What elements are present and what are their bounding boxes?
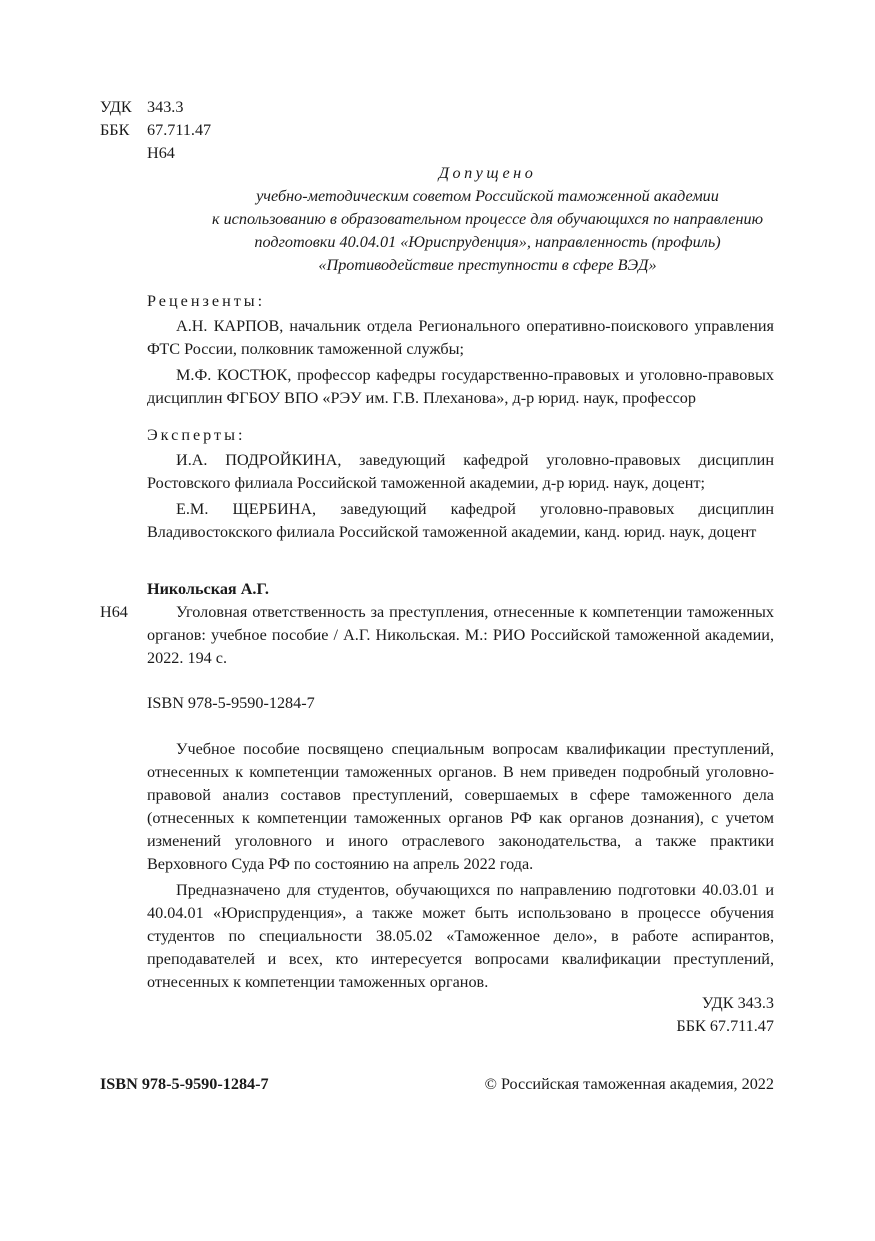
approval-line: к использованию в образовательном процессе для обучающихся по направлению bbox=[211, 210, 764, 228]
bibliography-isbn: ISBN 978-5-9590-1284-7 bbox=[147, 694, 315, 712]
experts-list bbox=[147, 449, 774, 544]
footer-codes bbox=[400, 992, 774, 1038]
bibliography-author: Никольская А.Г. bbox=[147, 580, 269, 598]
udk-label: УДК bbox=[100, 98, 132, 116]
footer-copyright: © Российская таможенная академия, 2022 bbox=[484, 1075, 774, 1093]
author-sign: Н64 bbox=[147, 144, 175, 162]
approval-heading: Допущено bbox=[438, 164, 537, 182]
footer-udk: УДК 343.3 bbox=[701, 994, 774, 1012]
bbk-label: ББК bbox=[100, 121, 130, 139]
annotation bbox=[147, 738, 774, 994]
experts-heading: Эксперты: bbox=[147, 426, 246, 444]
footer-isbn: ISBN 978-5-9590-1284-7 bbox=[100, 1075, 269, 1093]
expert-entry: Е.М. ЩЕРБИНА, заведующий кафедрой уголовно-правовых дисциплин Владивостокского филиала Российской таможенной академии, канд. юрид. наук, доцент bbox=[147, 500, 774, 541]
annotation-paragraph: Учебное пособие посвящено специальным вопросам квалификации преступлений, отнесенных к компетенции таможенных органов. В нем приведен подробный уголовно-правовой анализ составов преступлений, совершаемых в сфере таможенного дела (отнесенных к компетенции таможенных органов РФ как органов дознания), с учетом изменений уголовного и иного отраслевого законодательства, а также практики Верховного Суда РФ по состоянию на апрель 2022 года. bbox=[147, 740, 774, 873]
bbk-value: 67.711.47 bbox=[147, 121, 212, 139]
reviewers-list bbox=[147, 315, 774, 410]
reviewers-heading: Рецензенты: bbox=[147, 292, 266, 310]
expert-entry: И.А. ПОДРОЙКИНА, заведующий кафедрой уголовно-правовых дисциплин Ростовского филиала Российской таможенной академии, д-р юрид. наук, доцент; bbox=[147, 451, 774, 492]
udk-value: 343.3 bbox=[147, 98, 184, 116]
reviewer-entry: М.Ф. КОСТЮК, профессор кафедры государственно-правовых и уголовно-правовых дисциплин ФГБОУ ВПО «РЭУ им. Г.В. Плеханова», д-р юрид. наук, профессор bbox=[147, 366, 774, 407]
approval-block bbox=[100, 162, 875, 277]
approval-line: подготовки 40.04.01 «Юриспруденция», направленность (профиль) bbox=[254, 233, 721, 251]
annotation-paragraph: Предназначено для студентов, обучающихся по направлению подготовки 40.03.01 и 40.04.01 «Юриспруденция», а также может быть использовано в процессе обучения студентов по специальности 38.05.02 «Таможенное дело», в работе аспирантов, преподавателей и всех, кто интересуется вопросами квалификации преступлений, отнесенных к компетенции таможенных органов. bbox=[147, 881, 774, 991]
bibliography-description: Уголовная ответственность за преступления, отнесенные к компетенции таможенных органов: учебное пособие / А.Г. Никольская. М.: РИО Российской таможенной академии, 2022. 194 с. bbox=[147, 603, 774, 667]
bibliography-sign: Н64 bbox=[100, 603, 128, 621]
approval-line: учебно-методическим советом Российской таможенной академии bbox=[256, 187, 719, 205]
footer-bbk: ББК 67.711.47 bbox=[676, 1017, 774, 1035]
approval-line: «Противодействие преступности в сфере ВЭД» bbox=[318, 256, 657, 274]
reviewer-entry: А.Н. КАРПОВ, начальник отдела Регионального оперативно-поискового управления ФТС России, полковник таможенной службы; bbox=[147, 317, 774, 358]
